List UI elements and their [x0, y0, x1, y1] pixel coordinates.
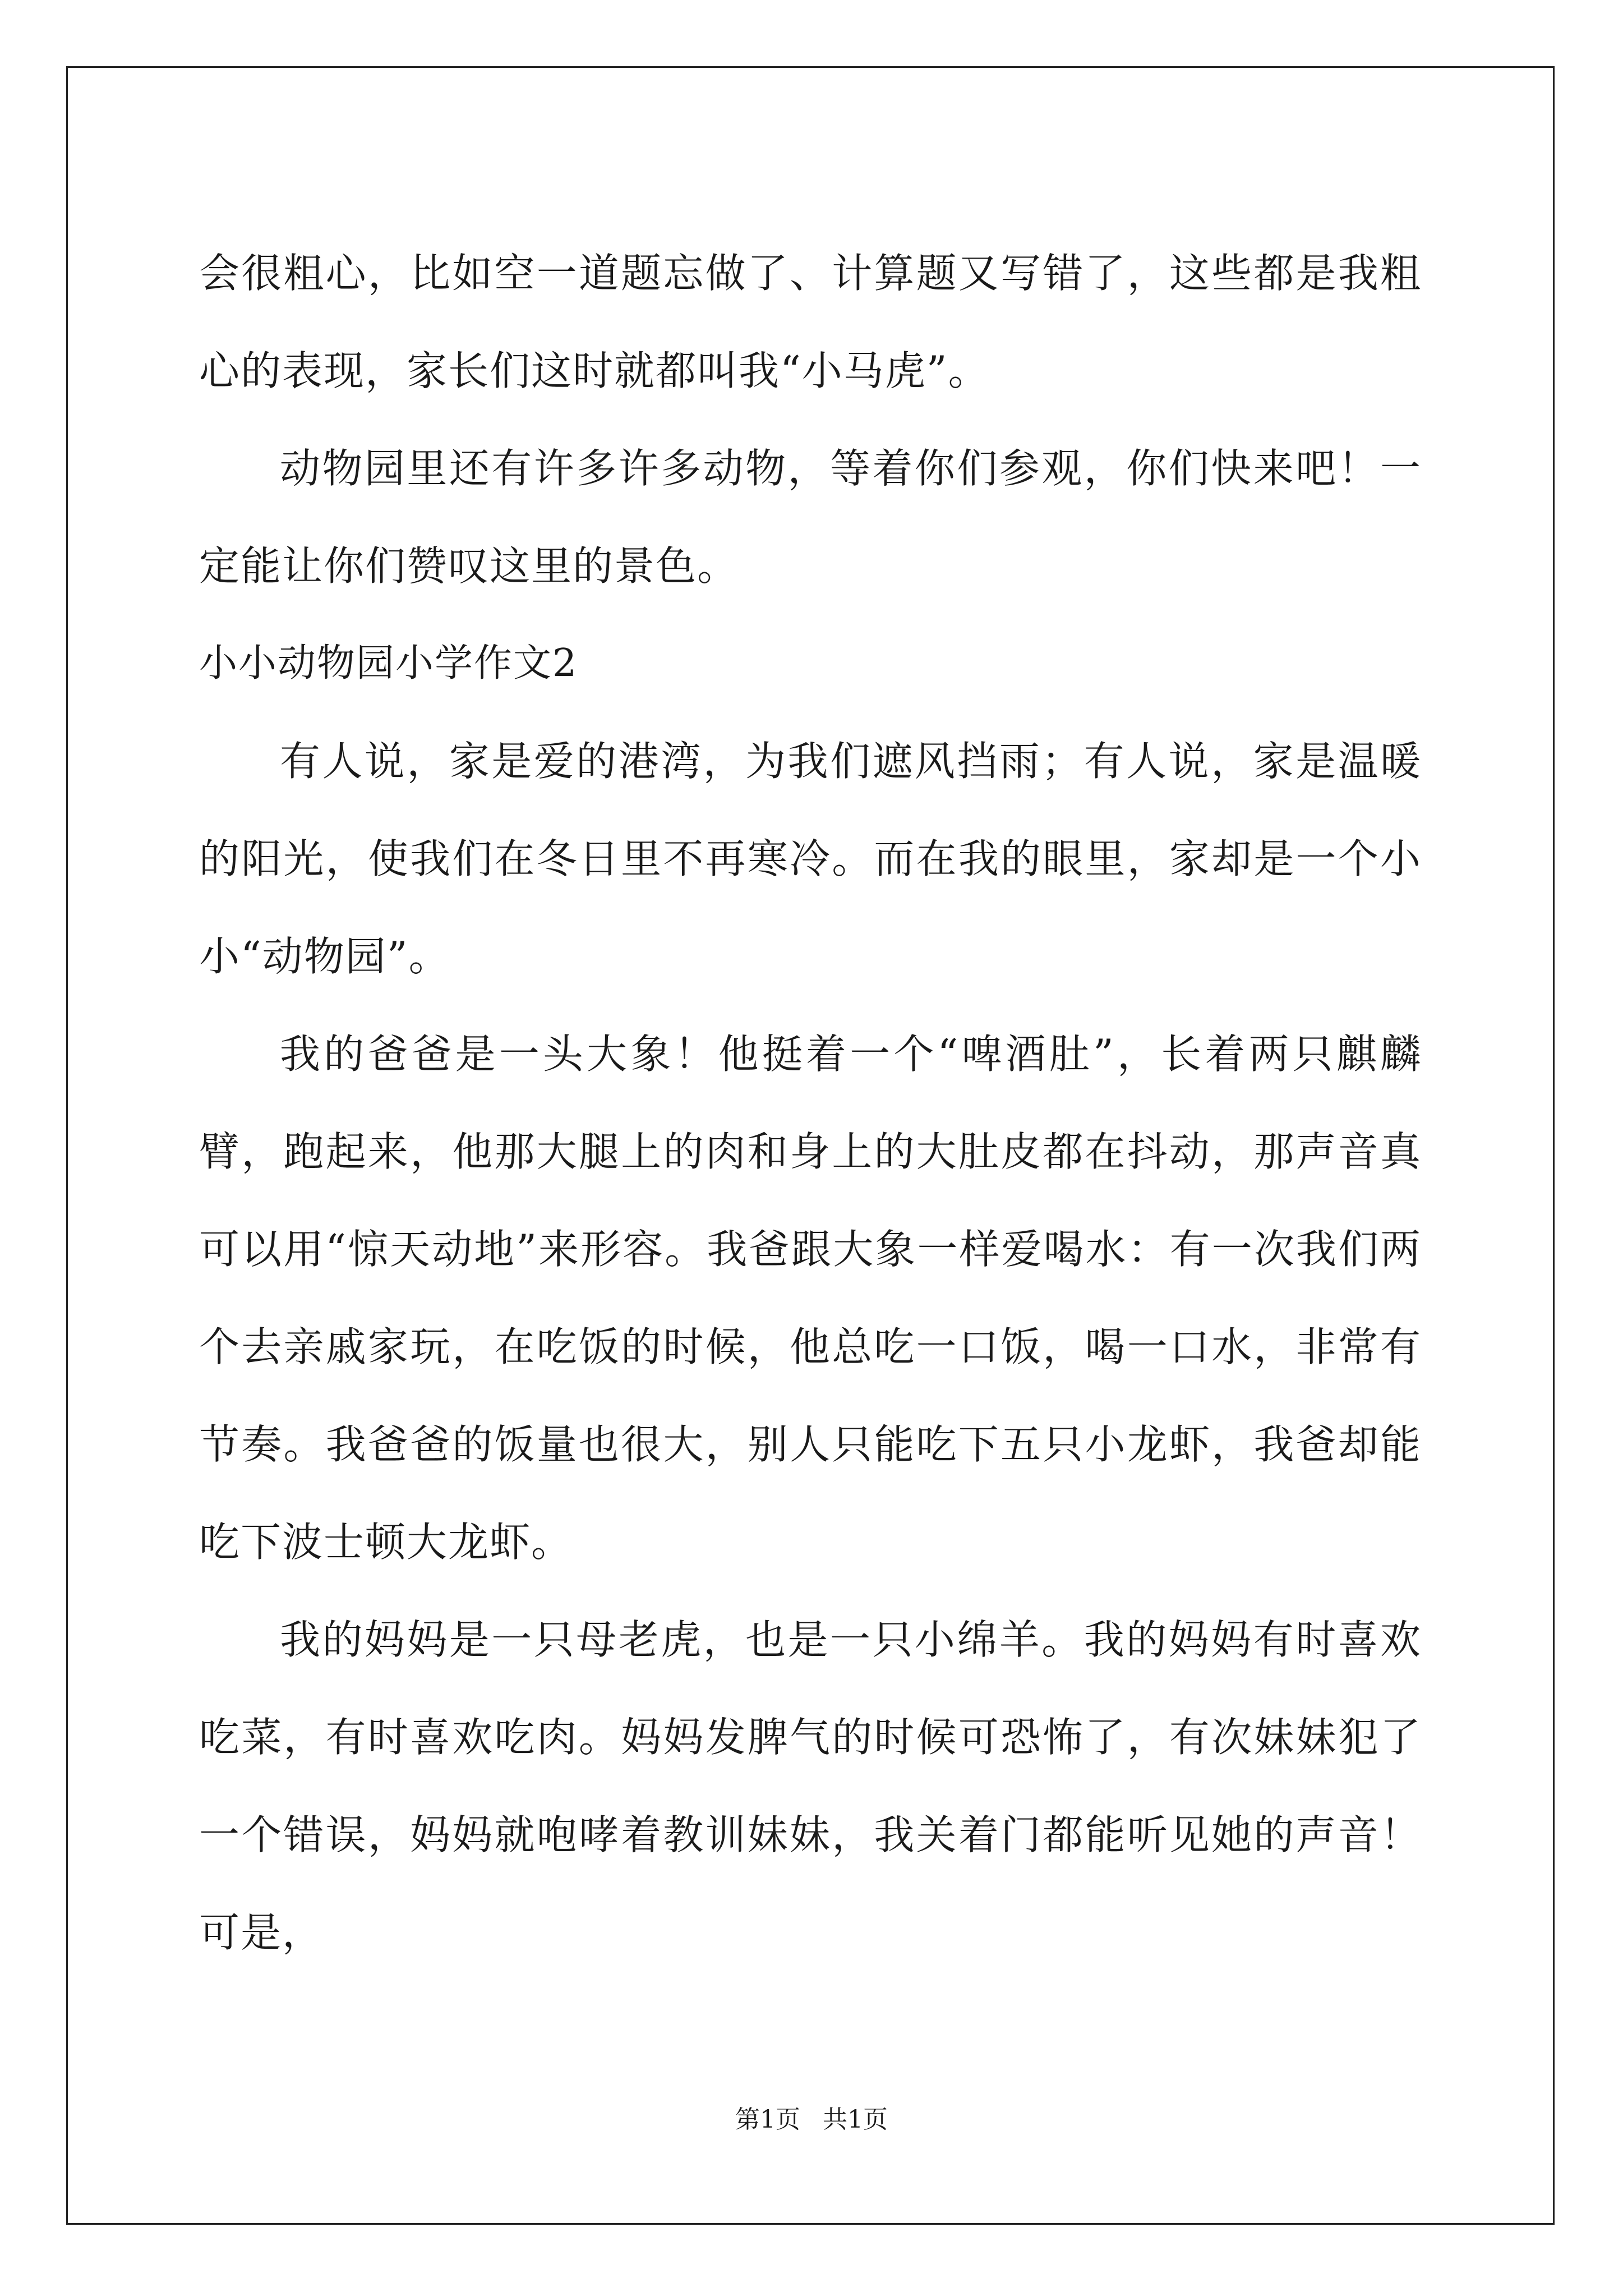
paragraph: 我的爸爸是一头大象！他挺着一个“啤酒肚”，长着两只麒麟臂，跑起来，他那大腿上的肉和身上的大肚皮都在抖动，那声音真可以用“惊天动地”来形容。我爸跟大象一样爱喝水：有一次我们两个去亲戚家玩，在吃饭的时候，他总吃一口饭，喝一口水，非常有节奏。我爸爸的饭量也很大，别人只能吃下五只小龙虾，我爸却能吃下波士顿大龙虾。 [199, 1030, 1422, 1566]
paragraph: 动物园里还有许多许多动物，等着你们参观，你们快来吧！一定能让你们赞叹这里的景色。 [199, 445, 1422, 590]
page-footer [0, 2099, 1623, 2135]
page-number-total: 共1页 [823, 2105, 888, 2134]
page-number-current: 第1页 [735, 2105, 800, 2134]
section-heading: 小小动物园小学作文2 [199, 641, 578, 685]
paragraph-continuation: 会很粗心，比如空一道题忘做了、计算题又写错了，这些都是我粗心的表现，家长们这时就都叫我“小马虎”。 [199, 250, 1422, 394]
document-body [199, 224, 1422, 1981]
paragraph: 有人说，家是爱的港湾，为我们遮风挡雨；有人说，家是温暖的阳光，使我们在冬日里不再寒冷。而在我的眼里，家却是一个小小“动物园”。 [199, 738, 1422, 980]
paragraph: 我的妈妈是一只母老虎，也是一只小绵羊。我的妈妈有时喜欢吃菜，有时喜欢吃肉。妈妈发脾气的时候可恐怖了，有次妹妹犯了一个错误，妈妈就咆哮着教训妹妹，我关着门都能听见她的声音！可是， [199, 1616, 1422, 1956]
